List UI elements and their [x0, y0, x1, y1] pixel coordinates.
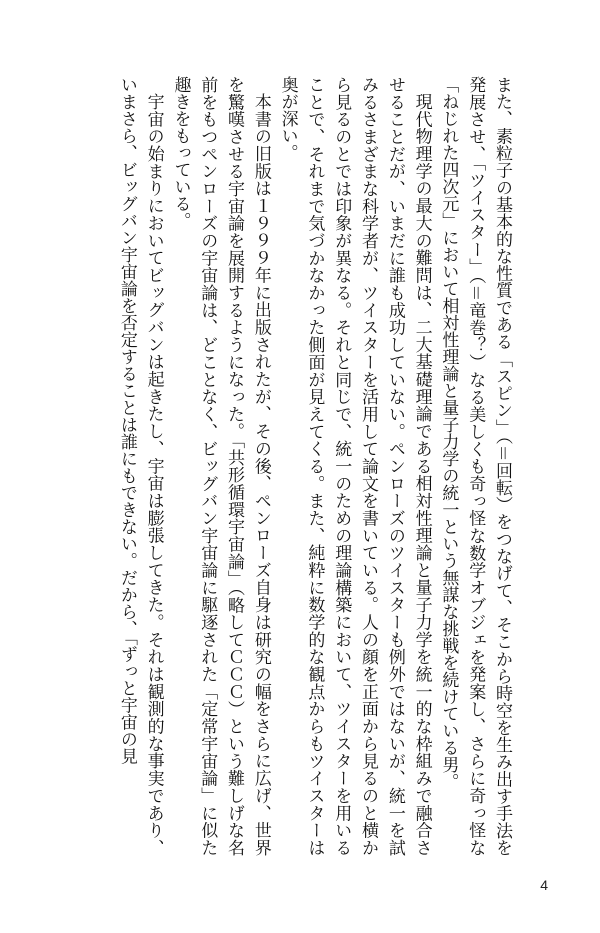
paragraph-2: 現代物理学の最大の難問は、二大基礎理論である相対性理論と量子力学を統一的な枠組みで融合させることだが、いまだに誰も成功していない。ペンローズのツイスターも例外ではないが、統一を試みるさまざまな科学者が、ツイスターを活用して論文を書いている。人の顔を正面から見るのと横から見るのとでは印象が異なる。それと同じで、統一のための理論構築において、ツイスターを用いることで、それまで気づかなかった側面が見えてくる。また、純粋に数学的な観点からもツイスターは奥が深い。 — [277, 76, 432, 856]
paragraph-4: 宇宙の始まりにおいてビッグバンは起きたし、宇宙は膨張してきた。それは観測的な事実であり、いまさら、ビッグバン宇宙論を否定することは誰にもできない。だから、「ずっと宇宙の見 — [116, 76, 164, 856]
page-number: 4 — [540, 877, 548, 893]
paragraph-3: 本書の旧版は１９９９年に出版されたが、その後、ペンローズ自身は研究の幅をさらに広げ、世界を驚嘆させる宇宙論を展開するようになった。「共形循環宇宙論」（略してＣＣＣ）という難しげな名前をもつペンローズの宇宙論は、どことなく、ビッグバン宇宙論に駆逐された「定常宇宙論」に似た趣きをもっている。 — [170, 76, 271, 856]
paragraph-1: また、素粒子の基本的な性質である「スピン」（＝回転）をつなげて、そこから時空を生み出す手法を発展させ、「ツイスター」（＝竜巻？）なる美しくも奇っ怪な数学オブジェを発案し、さらに奇っ怪な「ねじれた四次元」において相対性理論と量子力学の統一という無謀な挑戦を続けている男。 — [438, 76, 512, 856]
body-text — [85, 76, 515, 856]
